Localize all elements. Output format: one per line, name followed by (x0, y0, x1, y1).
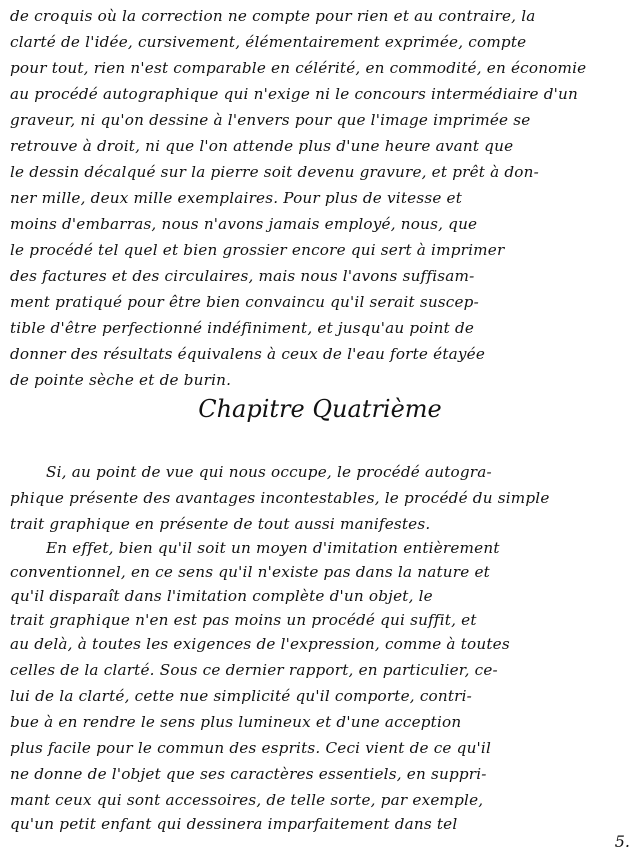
text-line: ne donne de l'objet que ses caractères essentiels, en suppri- (10, 765, 487, 783)
text-line: clarté de l'idée, cursivement, élémentairement exprimée, compte (10, 33, 527, 51)
text-line: trait graphique en présente de tout aussi manifestes. (10, 515, 431, 533)
text-line: bue à en rendre le sens plus lumineux et d'une acception (10, 713, 462, 731)
text-line: pour tout, rien n'est comparable en célérité, en commodité, en économie (10, 59, 587, 77)
text-line: En effet, bien qu'il soit un moyen d'imitation entièrement (46, 539, 500, 557)
text-line: graveur, ni qu'on dessine à l'envers pour que l'image imprimée se (10, 111, 531, 129)
text-line: plus facile pour le commun des esprits. Ceci vient de ce qu'il (10, 739, 492, 757)
text-line: au delà, à toutes les exigences de l'expression, comme à toutes (10, 635, 510, 653)
text-line: des factures et des circulaires, mais nous l'avons suffisam- (10, 267, 475, 285)
text-line: trait graphique n'en est pas moins un procédé qui suffit, et (10, 611, 477, 629)
text-line: phique présente des avantages incontestables, le procédé du simple (10, 489, 550, 507)
page-number: 5. (614, 832, 630, 851)
text-line: conventionnel, en ce sens qu'il n'existe pas dans la nature et (10, 563, 490, 581)
text-line: le procédé tel quel et bien grossier encore qui sert à imprimer (10, 241, 505, 259)
text-line: ner mille, deux mille exemplaires. Pour plus de vitesse et (10, 189, 463, 207)
text-line: tible d'être perfectionné indéfiniment, et jusqu'au point de (10, 319, 475, 337)
text-line: donner des résultats équivalens à ceux de l'eau forte étayée (10, 345, 486, 363)
text-line: ment pratiqué pour être bien convaincu qu'il serait suscep- (10, 293, 479, 311)
text-line: qu'un petit enfant qui dessinera imparfaitement dans tel (10, 815, 458, 833)
text-line: qu'il disparaît dans l'imitation complète d'un objet, le (10, 587, 433, 605)
text-line: de pointe sèche et de burin. (10, 371, 232, 389)
chapter-title: Chapitre Quatrième (198, 395, 442, 423)
text-line: moins d'embarras, nous n'avons jamais employé, nous, que (10, 215, 478, 233)
text-line: retrouve à droit, ni que l'on attende plus d'une heure avant que (10, 137, 514, 155)
text-line: lui de la clarté, cette nue simplicité qu'il comporte, contri- (10, 687, 473, 705)
text-line: mant ceux qui sont accessoires, de telle sorte, par exemple, (10, 791, 484, 809)
text-line: le dessin décalqué sur la pierre soit devenu gravure, et prêt à don- (10, 163, 539, 181)
text-line: au procédé autographique qui n'exige ni le concours intermédiaire d'un (10, 85, 579, 103)
text-line: de croquis où la correction ne compte pour rien et au contraire, la (10, 7, 536, 25)
text-line: celles de la clarté. Sous ce dernier rapport, en particulier, ce- (10, 661, 498, 679)
text-line: Si, au point de vue qui nous occupe, le procédé autogra- (46, 463, 492, 481)
